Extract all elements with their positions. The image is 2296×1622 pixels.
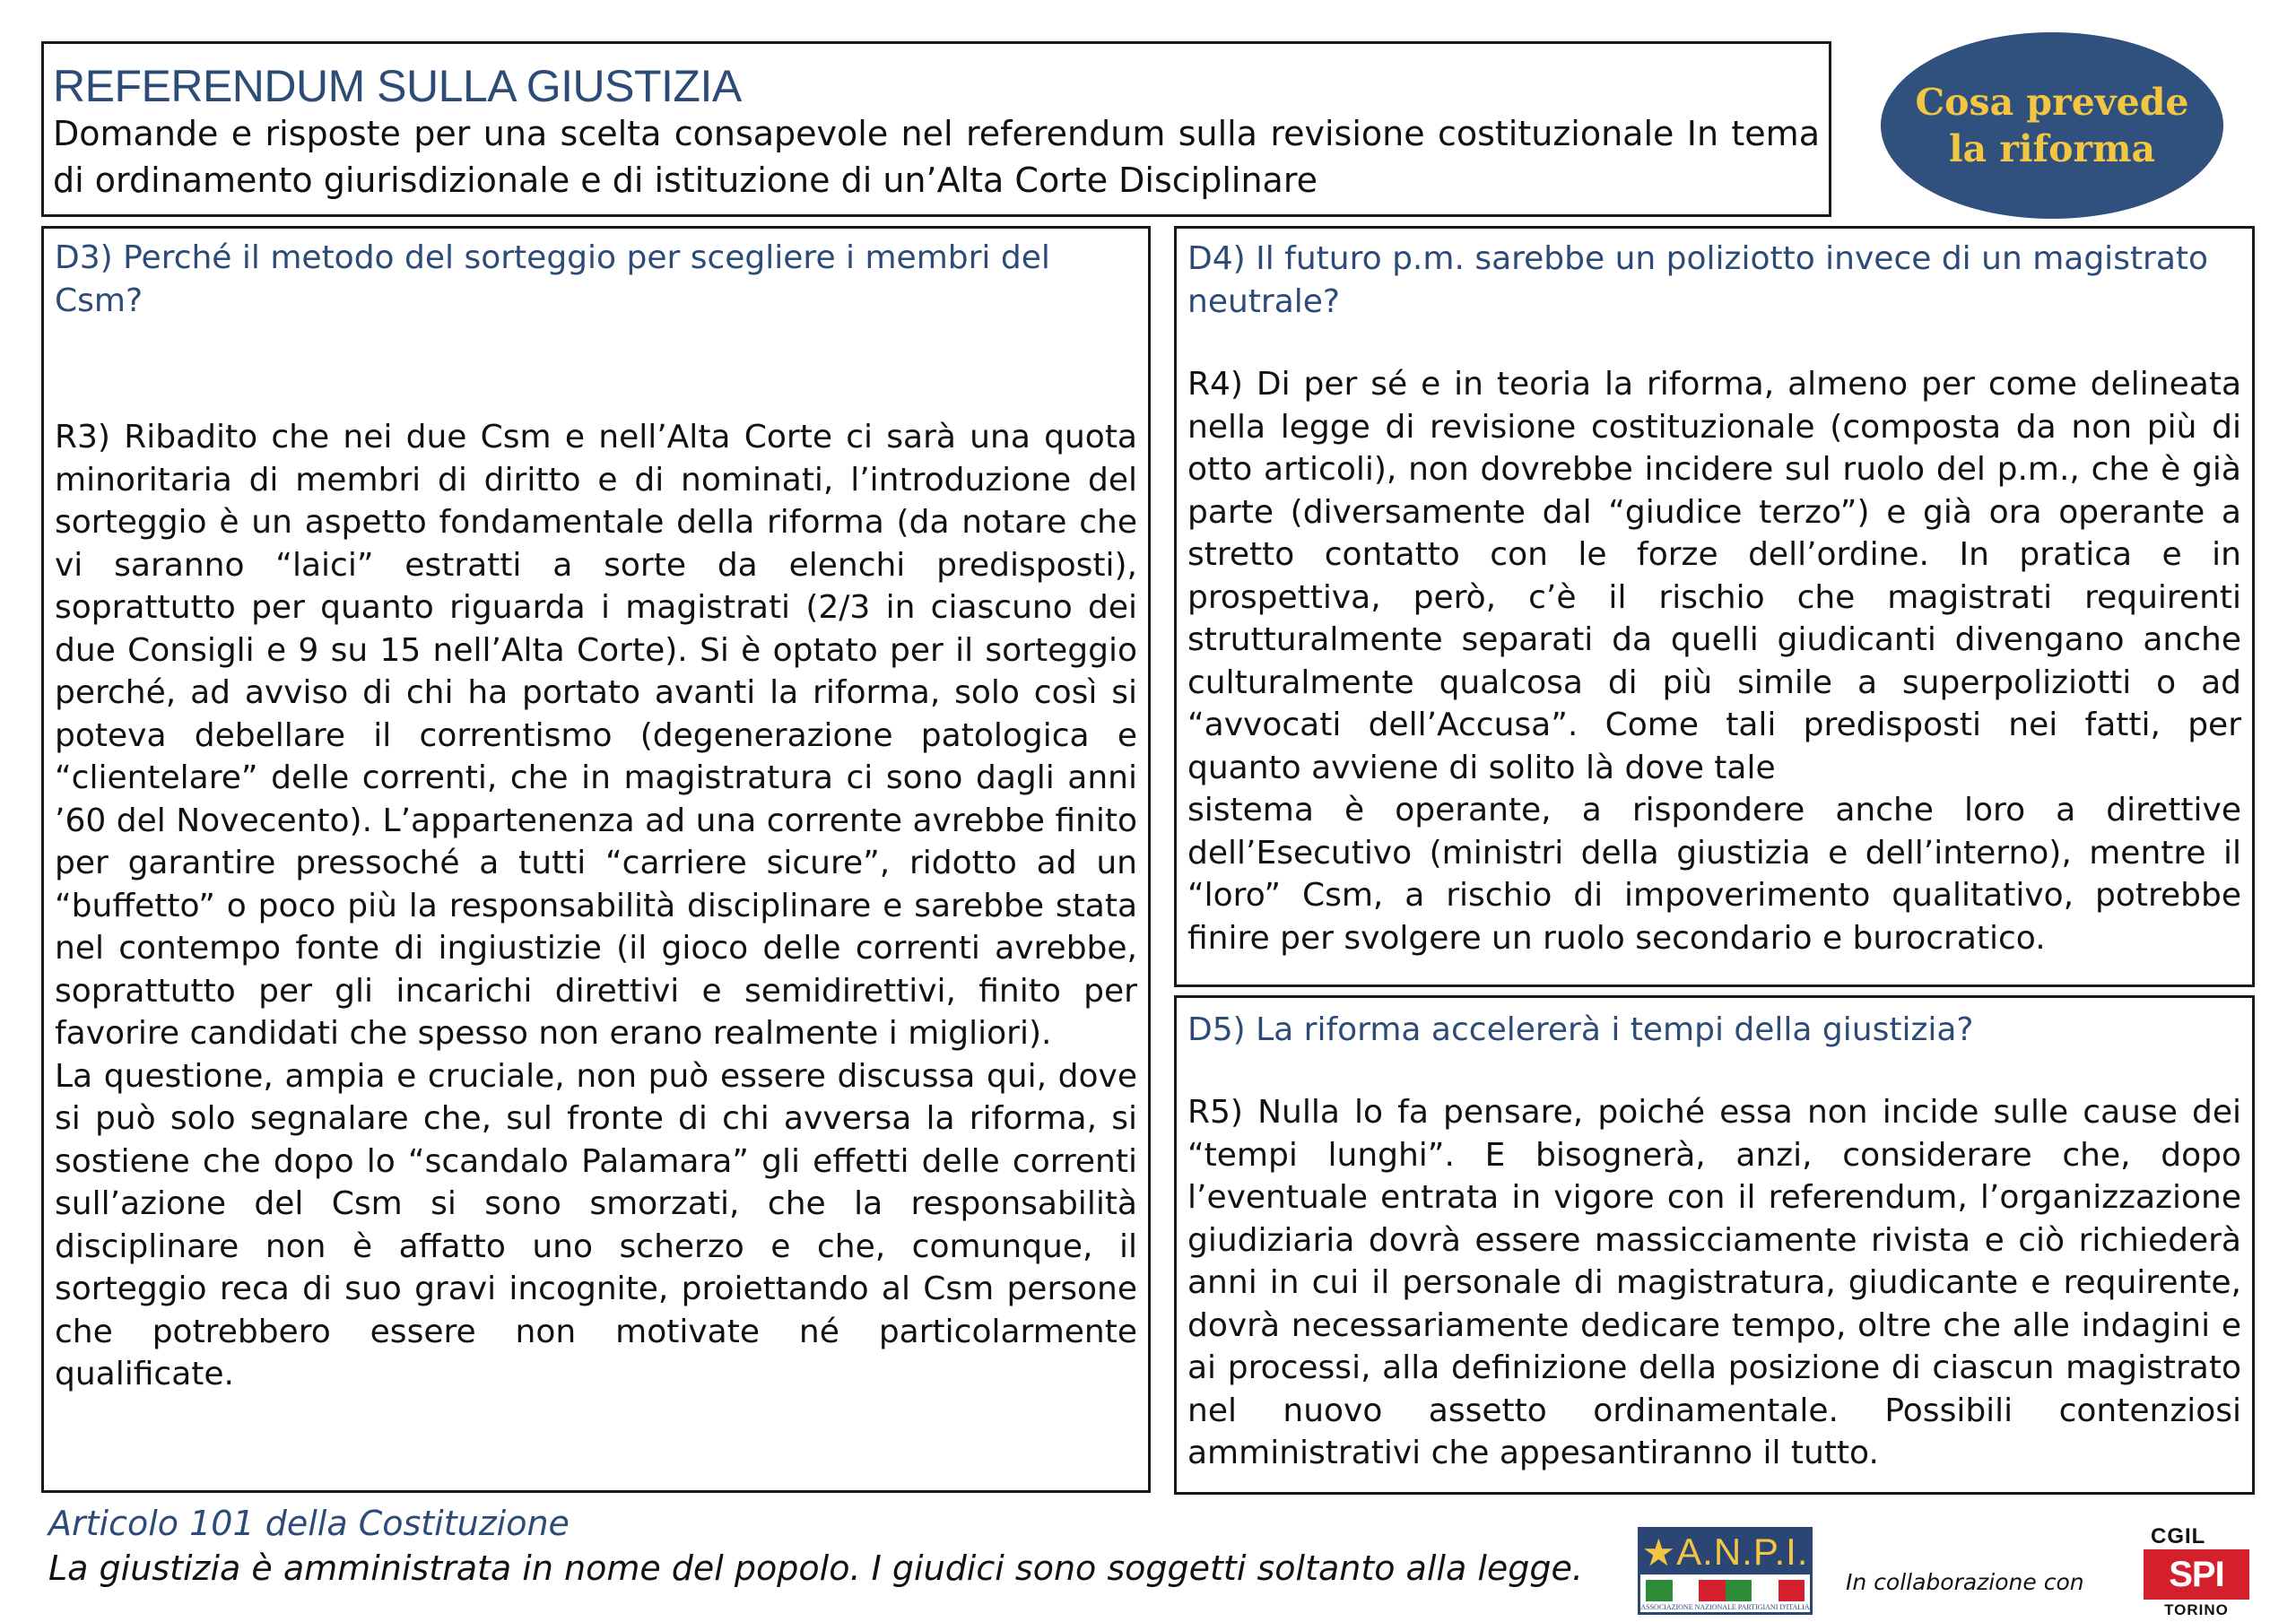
anpi-logo — [1638, 1527, 1813, 1615]
cgil-logo-top: CGIL — [2151, 1524, 2206, 1548]
question-d5: D5) La riforma accelererà i tempi della giustizia? — [1187, 1011, 1974, 1048]
flag-green-stripe — [1646, 1580, 1673, 1601]
cgil-spi-logo — [2144, 1524, 2249, 1622]
answer-r3: R3) Ribadito che nei due Csm e nell’Alta Corte ci sarà una quota minoritaria di membri di diritto e di nominati, l’introduzione del sorteggio è un aspetto fondamentale della riforma (da notare che vi saranno “laici” estratti a sorte da elenchi predisposti), soprattutto per quanto riguarda i magistrati (2/3 in ciascuno dei due Consigli e 9 su 15 nell’Alta Corte). Si è optato per il sorteggio perché, ad avviso di chi ha portato avanti la riforma, solo così si poteva debellare il correntismo (degenerazione patologica e “clientelare” delle correnti, che in magistratura ci sono dagli anni ’60 del Novecento). L’appartenenza ad una corrente avrebbe finito per garantire pressoché a tutti “carriere sicure”, ridotto ad un “buffetto” o poco più la responsabilità disciplinare e sarebbe stata nel contempo fonte di ingiustizie (il gioco delle correnti avrebbe, soprattutto per gli incarichi direttivi e semidirettivi, finito per favorire candidati che spesso non erano realmente i migliori). La questione, ampia e cruciale, non può essere discussa qui, dove si può solo segnalare che, sul fronte di chi avversa la riforma, si sostiene che dopo lo “scandalo Palamara” gli effetti delle correnti sull’azione del Csm si sono smorzati, che la responsabilità disciplinare non è affatto uno scherzo e che, comunque, il sorteggio reca di suo gravi incognite, proiettando al Csm persone che potrebbero essere non motivate né particolarmente qualificate. — [55, 419, 1137, 1392]
anpi-logo-name: A.N.P.I. — [1676, 1531, 1809, 1573]
badge-text: Cosa prevede la riforma — [1915, 81, 2189, 170]
answer-r5: R5) Nulla lo fa pensare, poiché essa non incide sulle cause dei “tempi lunghi”. E bisognerà, anzi, considerare che, dopo l’eventuale entrata in vigore con il referendum, l’organizzazione giudiziaria dovrà essere massicciamente rivista e ciò richiederà anni in cui il personale di magistratura, giudicante e requirente, dovrà necessariamente dedicare tempo, oltre che alle indagini e ai processi, alla definizione della posizione di ciascun magistrato nel nuovo assetto ordinamentale. Possibili contenziosi amministrativi che appesantiranno il tutto. — [1187, 1094, 2241, 1471]
italian-flag-icon — [1646, 1580, 1805, 1601]
flag-green-stripe — [1726, 1580, 1752, 1601]
question-d3: D3) Perché il metodo del sorteggio per scegliere i membri del Csm? — [55, 239, 1050, 319]
collaboration-label: In collaborazione con — [1846, 1569, 2084, 1595]
flag-white-stripe — [1673, 1580, 1700, 1601]
anpi-logo-banner — [1640, 1530, 1810, 1574]
qa-panel-d3 — [41, 226, 1151, 1493]
flag-red-stripe — [1779, 1580, 1805, 1601]
qa-panel-d5 — [1174, 995, 2255, 1495]
question-d4: D4) Il futuro p.m. sarebbe un poliziotto invece di un magistrato neutrale? — [1187, 240, 2209, 320]
star-icon: ★ — [1641, 1531, 1677, 1574]
spi-logo-text: SPI — [2169, 1554, 2224, 1594]
anpi-logo-subtitle: ASSOCIAZIONE NAZIONALE PARTIGIANI D'ITALIA — [1640, 1603, 1810, 1611]
spi-logo-box — [2144, 1549, 2249, 1600]
answer-r4: R4) Di per sé e in teoria la riforma, almeno per come delineata nella legge di revisione costituzionale (composta da non più di otto articoli), non dovrebbe incidere sul ruolo del p.m., che è già parte (diversamente dal “giudice terzo”) e già ora operante a stretto contatto con le forze dell’ordine. In pratica e in prospettiva, però, c’è il rischio che magistrati requirenti strutturalmente separati da quelli giudicanti divengano anche culturalmente qualcosa di più simile a superpoliziotti o ad “avvocati dell’Accusa”. Come tali predisposti nei fatti, per quanto avviene di solito là dove tale sistema è operante, a rispondere anche loro a direttive dell’Esecutivo (ministri della giustizia e dell’interno), mentre il “loro” Csm, a rischio di impoverimento qualitativo, potrebbe finire per svolgere un ruolo secondario e burocratico. — [1187, 366, 2241, 957]
page-title: REFERENDUM SULLA GIUSTIZIA — [53, 61, 742, 111]
header-box — [41, 41, 1831, 217]
flag-white-stripe — [1752, 1580, 1779, 1601]
topic-badge — [1881, 32, 2223, 219]
article-text: La giustizia è amministrata in nome del popolo. I giudici sono soggetti soltanto alla legge. — [48, 1548, 1583, 1588]
cgil-logo-bottom: TORINO — [2164, 1601, 2229, 1618]
flag-red-stripe — [1699, 1580, 1726, 1601]
article-heading: Articolo 101 della Costituzione — [48, 1504, 570, 1543]
qa-panel-d4 — [1174, 226, 2255, 987]
page-subtitle: Domande e risposte per una scelta consapevole nel referendum sulla revisione costituzionale In tema di ordinamento giurisdizionale e di istituzione di un’Alta Corte Disciplinare — [53, 114, 1820, 200]
